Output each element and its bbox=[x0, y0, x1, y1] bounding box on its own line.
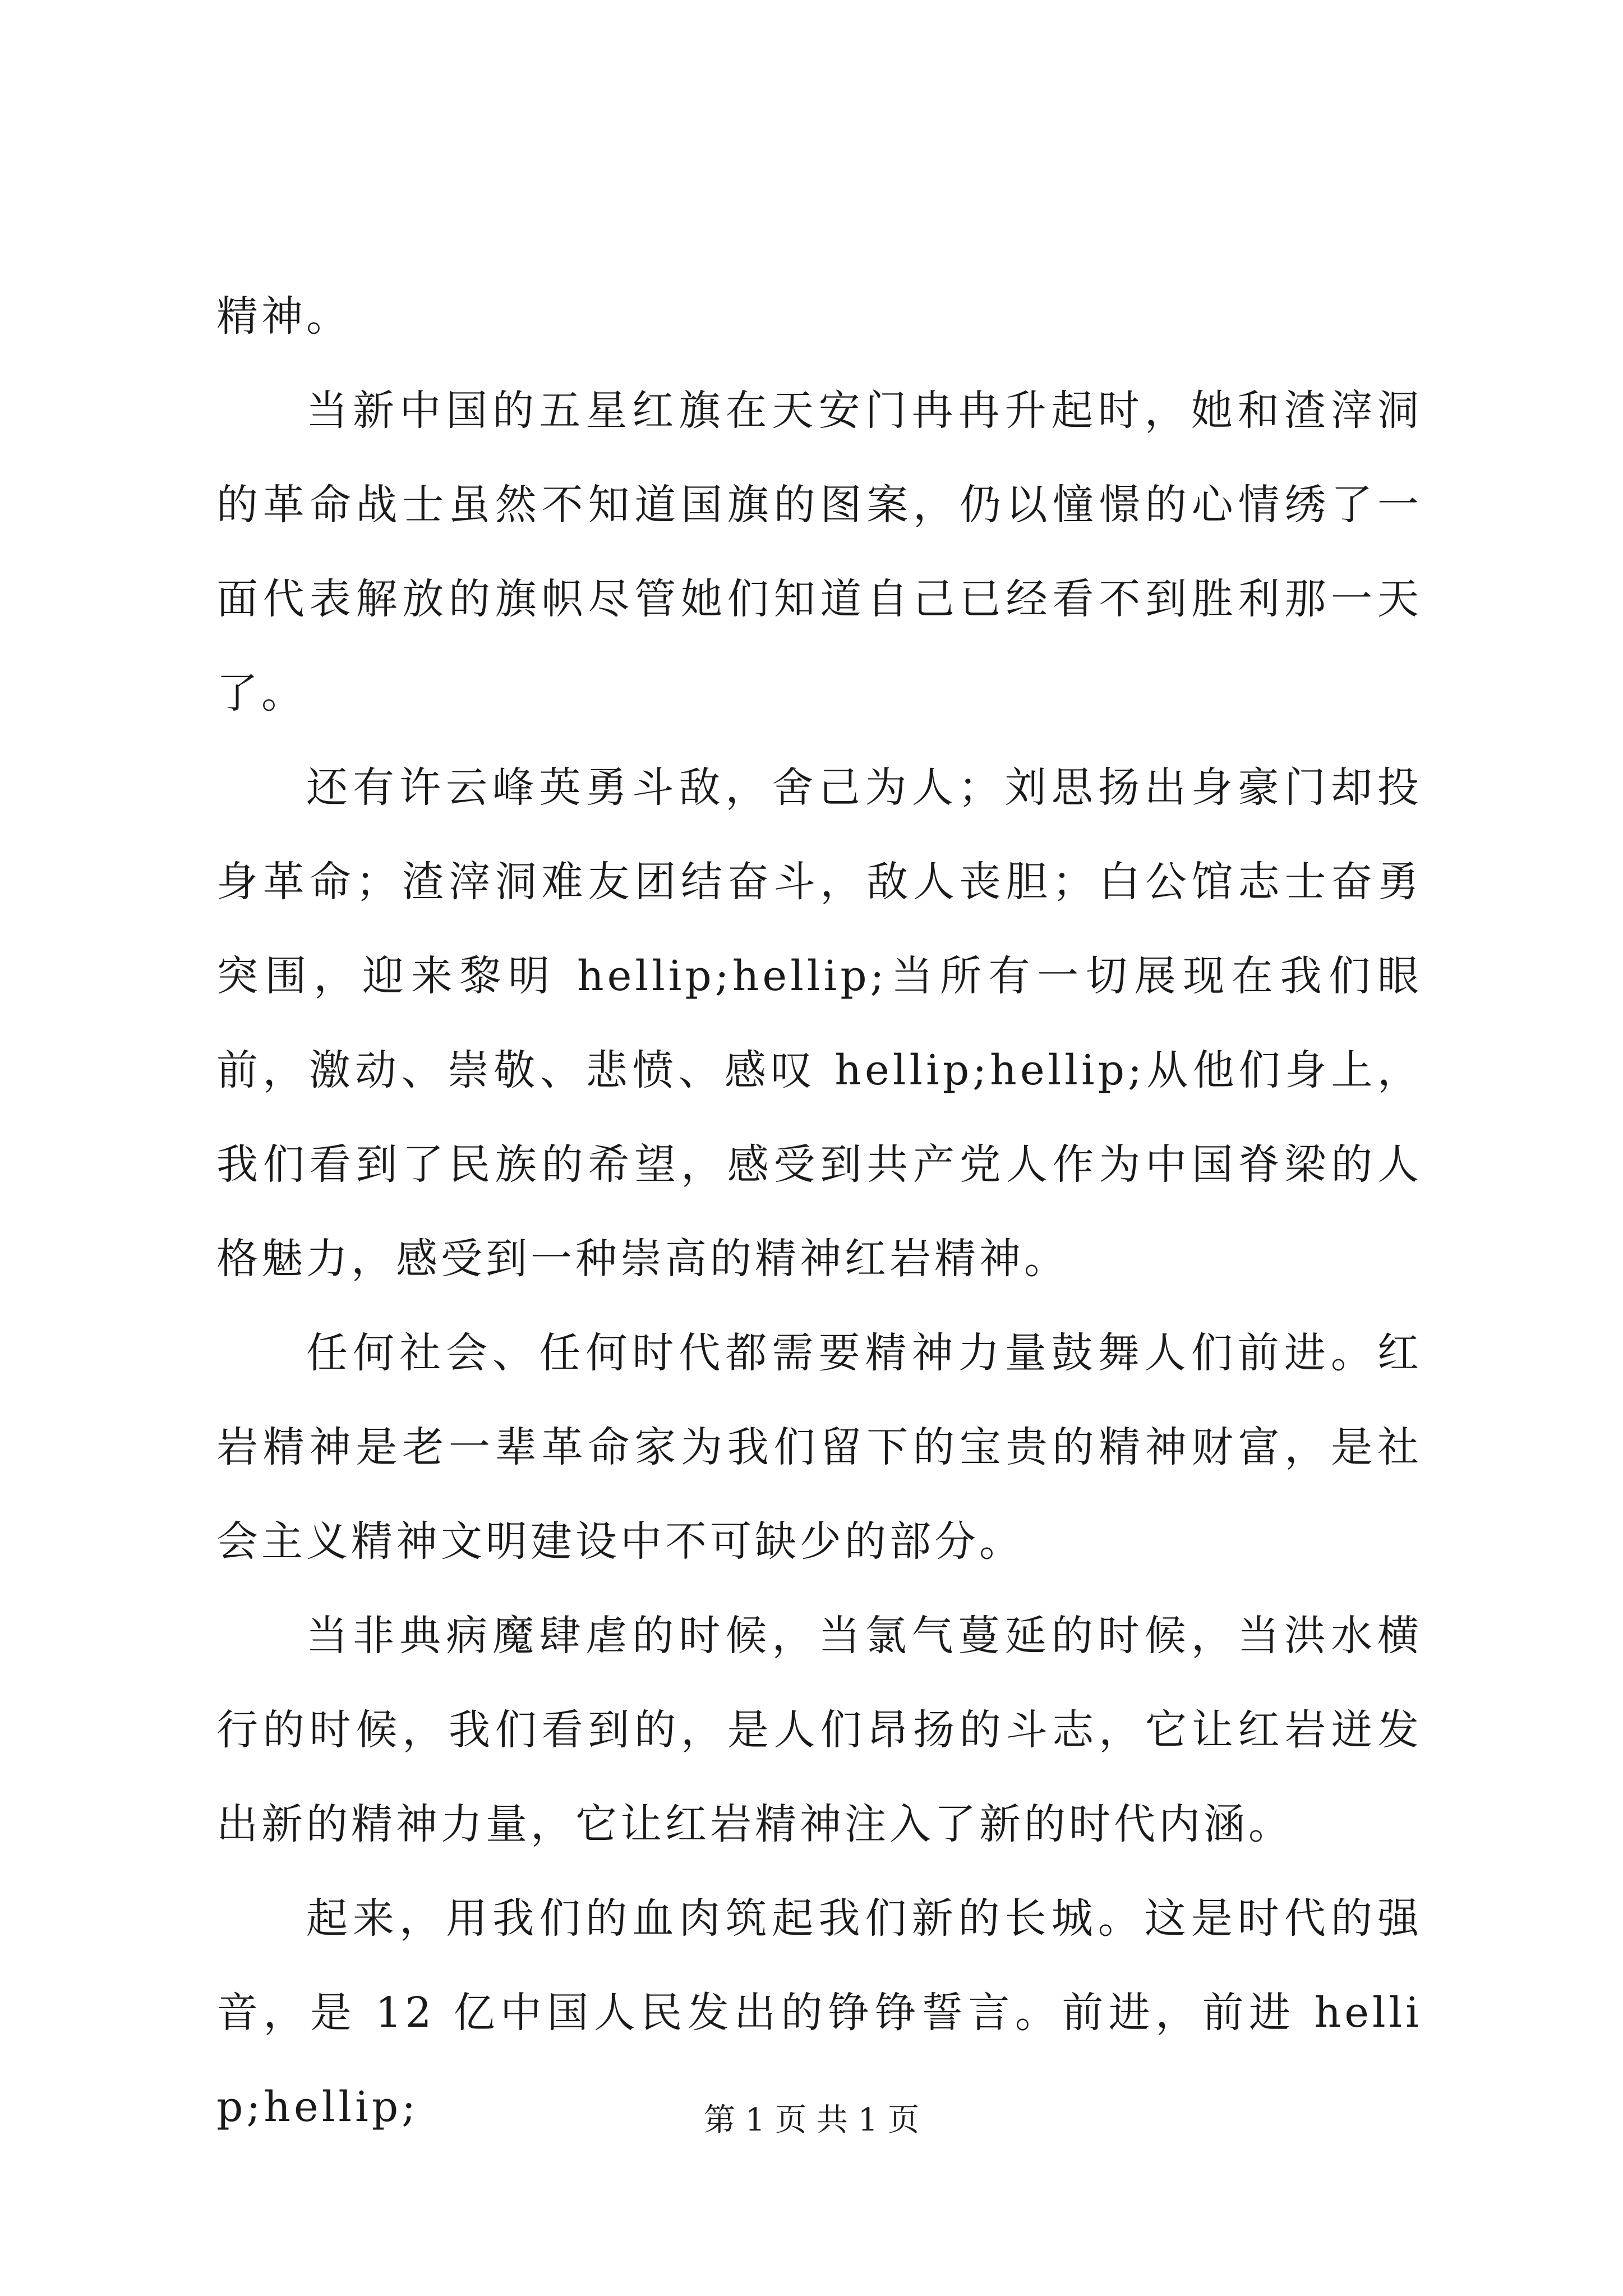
paragraph-heroes: 还有许云峰英勇斗敌，舍己为人；刘思扬出身豪门却投身革命；渣滓洞难友团结奋斗，敌人丧胆；白公馆志士奋勇突围，迎来黎明 hellip;hellip;当所有一切展现在我们眼前，激动、崇敬、悲愤、感叹 hellip;hellip;从他们身上，我们看到了民族的希望，感受到共产党人作为中国脊梁的人格魅力，感受到一种崇高的精神红岩精神。 bbox=[216, 763, 1422, 1283]
paragraph-flag: 当新中国的五星红旗在天安门冉冉升起时，她和渣滓洞的革命战士虽然不知道国旗的图案，仍以憧憬的心情绣了一面代表解放的旗帜尽管她们知道自己已经看不到胜利那一天了。 bbox=[216, 386, 1422, 717]
document-body bbox=[216, 269, 1422, 2154]
paragraph-spirit: 任何社会、任何时代都需要精神力量鼓舞人们前进。红岩精神是老一辈革命家为我们留下的宝贵的精神财富，是社会主义精神文明建设中不可缺少的部分。 bbox=[216, 1329, 1422, 1566]
paragraph-rise: 起来，用我们的血肉筑起我们新的长城。这是时代的强音，是 12 亿中国人民发出的铮铮誓言。前进，前进 hellip;hellip; bbox=[216, 1894, 1422, 2131]
page-footer: 第 1 页 共 1 页 bbox=[703, 2102, 920, 2138]
paragraph-continuation: 精神。 bbox=[216, 292, 351, 341]
paragraph-sars: 当非典病魔肆虐的时候，当氯气蔓延的时候，当洪水横行的时候，我们看到的，是人们昂扬的斗志，它让红岩迸发出新的精神力量，它让红岩精神注入了新的时代内涵。 bbox=[216, 1612, 1422, 1848]
